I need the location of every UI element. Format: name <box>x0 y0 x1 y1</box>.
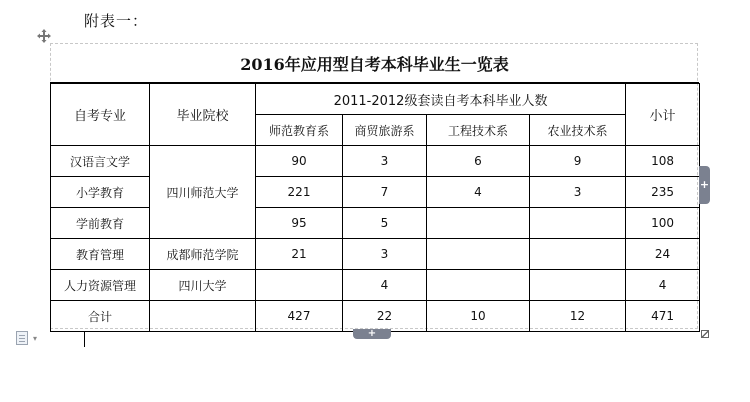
cell-major: 教育管理 <box>51 239 150 270</box>
total-row <box>51 301 700 332</box>
cell-value <box>427 208 530 239</box>
cell-value: 9 <box>530 146 626 177</box>
cell-total-value: 427 <box>256 301 343 332</box>
header-major: 自考专业 <box>51 84 150 146</box>
header-dept: 商贸旅游系 <box>343 115 427 146</box>
cell-value <box>256 270 343 301</box>
cell-subtotal: 235 <box>626 177 700 208</box>
header-dept: 师范教育系 <box>256 115 343 146</box>
table-row <box>51 208 700 239</box>
cell-value <box>530 208 626 239</box>
cell-subtotal: 108 <box>626 146 700 177</box>
cell-total-value: 10 <box>427 301 530 332</box>
header-subtotal: 小计 <box>626 84 700 146</box>
cell-empty <box>150 301 256 332</box>
cell-value: 4 <box>427 177 530 208</box>
table-row <box>51 270 700 301</box>
cell-school: 成都师范学院 <box>150 239 256 270</box>
cell-value: 3 <box>343 239 427 270</box>
cell-total-value: 22 <box>343 301 427 332</box>
header-dept: 农业技术系 <box>530 115 626 146</box>
cell-value: 4 <box>343 270 427 301</box>
attachment-label: 附表一： <box>84 12 149 30</box>
header-group: 2011-2012级套读自考本科毕业人数 <box>256 84 626 115</box>
cell-school: 四川大学 <box>150 270 256 301</box>
cell-value: 3 <box>343 146 427 177</box>
move-arrows-icon <box>37 29 51 43</box>
cell-value: 95 <box>256 208 343 239</box>
add-row-button[interactable]: + <box>353 329 391 339</box>
chevron-down-icon[interactable]: ▾ <box>33 334 38 343</box>
cell-subtotal: 24 <box>626 239 700 270</box>
cell-value <box>427 270 530 301</box>
cell-value <box>530 270 626 301</box>
add-column-button[interactable]: + <box>699 166 710 204</box>
document-icon[interactable] <box>16 331 28 345</box>
cell-value: 7 <box>343 177 427 208</box>
cell-value: 5 <box>343 208 427 239</box>
cell-subtotal: 100 <box>626 208 700 239</box>
cell-total-subtotal: 471 <box>626 301 700 332</box>
cell-school: 四川师范大学 <box>150 146 256 239</box>
cell-major: 小学教育 <box>51 177 150 208</box>
cell-value <box>427 239 530 270</box>
cell-major: 汉语言文学 <box>51 146 150 177</box>
cell-value: 221 <box>256 177 343 208</box>
cell-major: 人力资源管理 <box>51 270 150 301</box>
text-cursor <box>84 331 85 347</box>
header-row-1 <box>51 84 700 115</box>
table-title: 2016年应用型自考本科毕业生一览表 <box>50 46 699 83</box>
table-row <box>51 146 700 177</box>
table-row <box>51 177 700 208</box>
table-resize-handle[interactable] <box>701 330 709 338</box>
table-row <box>51 239 700 270</box>
cell-total-label: 合计 <box>51 301 150 332</box>
cell-value <box>530 239 626 270</box>
cell-value: 3 <box>530 177 626 208</box>
cell-total-value: 12 <box>530 301 626 332</box>
graduates-table <box>50 83 700 332</box>
cell-major: 学前教育 <box>51 208 150 239</box>
cell-subtotal: 4 <box>626 270 700 301</box>
header-dept: 工程技术系 <box>427 115 530 146</box>
cell-value: 21 <box>256 239 343 270</box>
header-school: 毕业院校 <box>150 84 256 146</box>
cell-value: 6 <box>427 146 530 177</box>
cell-value: 90 <box>256 146 343 177</box>
